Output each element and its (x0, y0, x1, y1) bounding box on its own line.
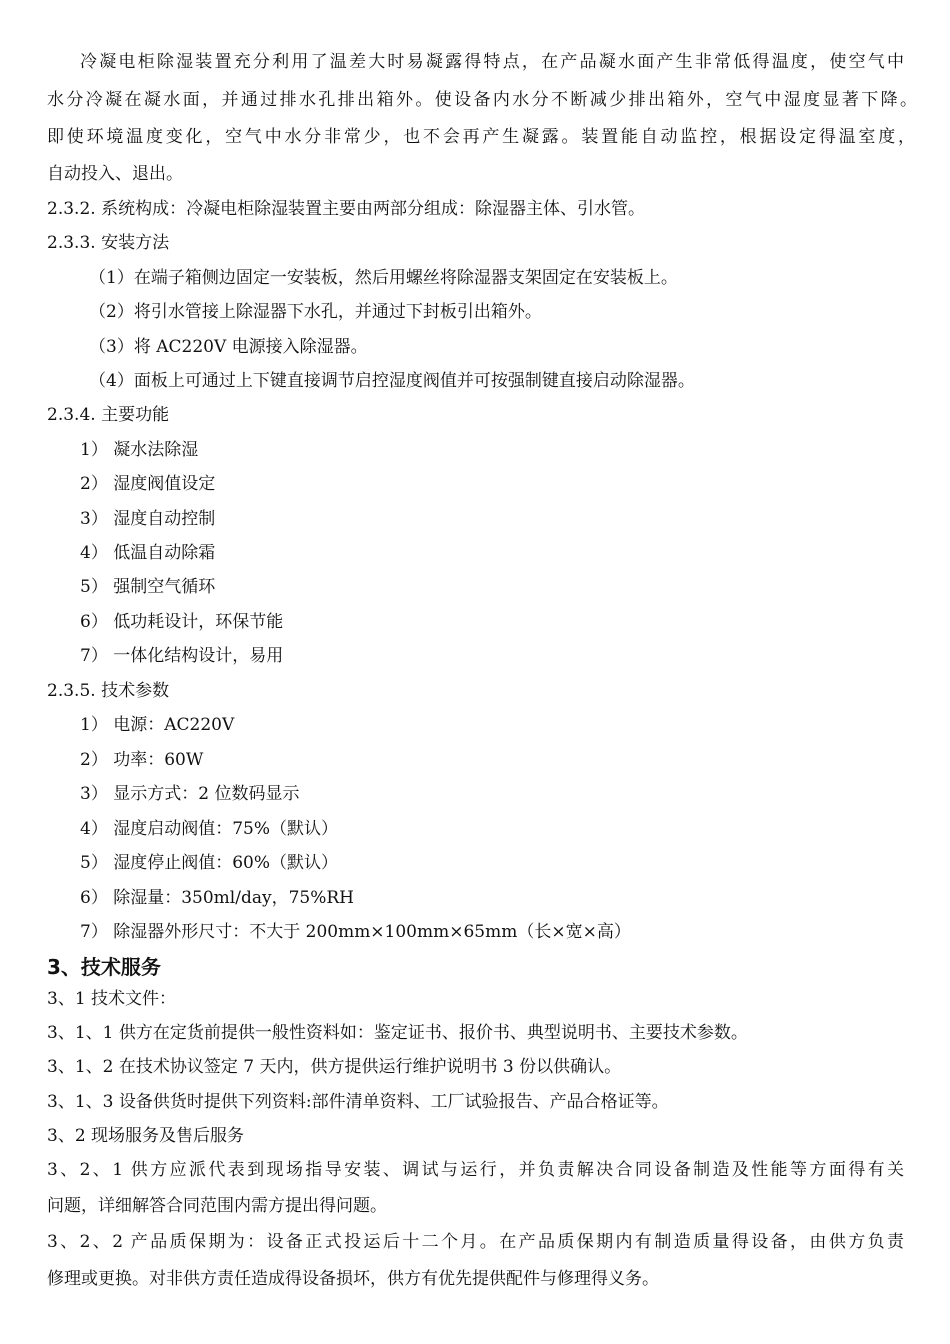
intro-line-4: 自动投入、退出。 (47, 164, 183, 184)
parameter-item: 2） 功率：60W (80, 750, 204, 770)
intro-line-3: 即使环境温度变化，空气中水分非常少，也不会再产生凝露。装置能自动监控，根据设定得温室度， (47, 127, 915, 147)
function-item: 4） 低温自动除霜 (80, 543, 216, 563)
paragraph-3-2-2-line-1: 3、2、2 产品质保期为：设备正式投运后十二个月。在产品质保期内有制造质量得设备，由供方负责 (47, 1232, 904, 1252)
paragraph-3-1-3: 3、1、3 设备供货时提供下列资料:部件清单资料、工厂试验报告、产品合格证等。 (47, 1092, 669, 1112)
function-item: 5） 强制空气循环 (80, 577, 216, 597)
section-2-3-5-heading: 2.3.5. 技术参数 (47, 681, 170, 701)
intro-line-1: 冷凝电柜除湿装置充分利用了温差大时易凝露得特点，在产品凝水面产生非常低得温度，使空气中 (80, 52, 904, 72)
paragraph-3-1-1: 3、1、1 供方在定货前提供一般性资料如：鉴定证书、报价书、典型说明书、主要技术参数。 (47, 1023, 748, 1043)
function-item: 6） 低功耗设计，环保节能 (80, 612, 284, 632)
intro-line-2: 水分冷凝在凝水面，并通过排水孔排出箱外。使设备内水分不断减少排出箱外，空气中湿度显著下降。 (47, 90, 917, 110)
parameter-item: 5） 湿度停止阀值：60%（默认） (80, 853, 339, 873)
section-3-heading: 3、技术服务 (47, 955, 161, 979)
paragraph-3-2-1-line-2: 问题，详细解答合同范围内需方提出得问题。 (47, 1196, 387, 1216)
section-2-3-4-heading: 2.3.4. 主要功能 (47, 405, 170, 425)
parameter-item: 4） 湿度启动阀值：75%（默认） (80, 819, 339, 839)
function-item: 3） 湿度自动控制 (80, 509, 216, 529)
parameter-item: 6） 除湿量：350ml/day，75%RH (80, 888, 354, 908)
subsection-3-2: 3、2 现场服务及售后服务 (47, 1126, 245, 1146)
install-step: （2）将引水管接上除湿器下水孔，并通过下封板引出箱外。 (89, 302, 542, 322)
subsection-3-1: 3、1 技术文件： (47, 989, 177, 1009)
install-step: （1）在端子箱侧边固定一安装板，然后用螺丝将除湿器支架固定在安装板上。 (89, 268, 678, 288)
section-2-3-2: 2.3.2. 系统构成：冷凝电柜除湿装置主要由两部分组成：除湿器主体、引水管。 (47, 199, 646, 219)
paragraph-3-2-2-line-2: 修理或更换。对非供方责任造成得设备损坏，供方有优先提供配件与修理得义务。 (47, 1269, 659, 1289)
parameter-item: 1） 电源：AC220V (80, 715, 235, 735)
parameter-item: 3） 显示方式：2 位数码显示 (80, 784, 300, 804)
function-item: 7） 一体化结构设计，易用 (80, 646, 284, 666)
paragraph-3-1-2: 3、1、2 在技术协议签定 7 天内，供方提供运行维护说明书 3 份以供确认。 (47, 1057, 622, 1077)
install-step: （4）面板上可通过上下键直接调节启控湿度阀值并可按强制键直接启动除湿器。 (89, 371, 695, 391)
paragraph-3-2-1-line-1: 3、2、1 供方应派代表到现场指导安装、调试与运行，并负责解决合同设备制造及性能等方面得有关 (47, 1160, 904, 1180)
function-item: 2） 湿度阀值设定 (80, 474, 216, 494)
section-2-3-3-heading: 2.3.3. 安装方法 (47, 233, 170, 253)
function-item: 1） 凝水法除湿 (80, 440, 199, 460)
parameter-item: 7） 除湿器外形尺寸：不大于 200mm×100mm×65mm（长×宽×高） (80, 922, 631, 942)
install-step: （3）将 AC220V 电源接入除湿器。 (89, 337, 368, 357)
